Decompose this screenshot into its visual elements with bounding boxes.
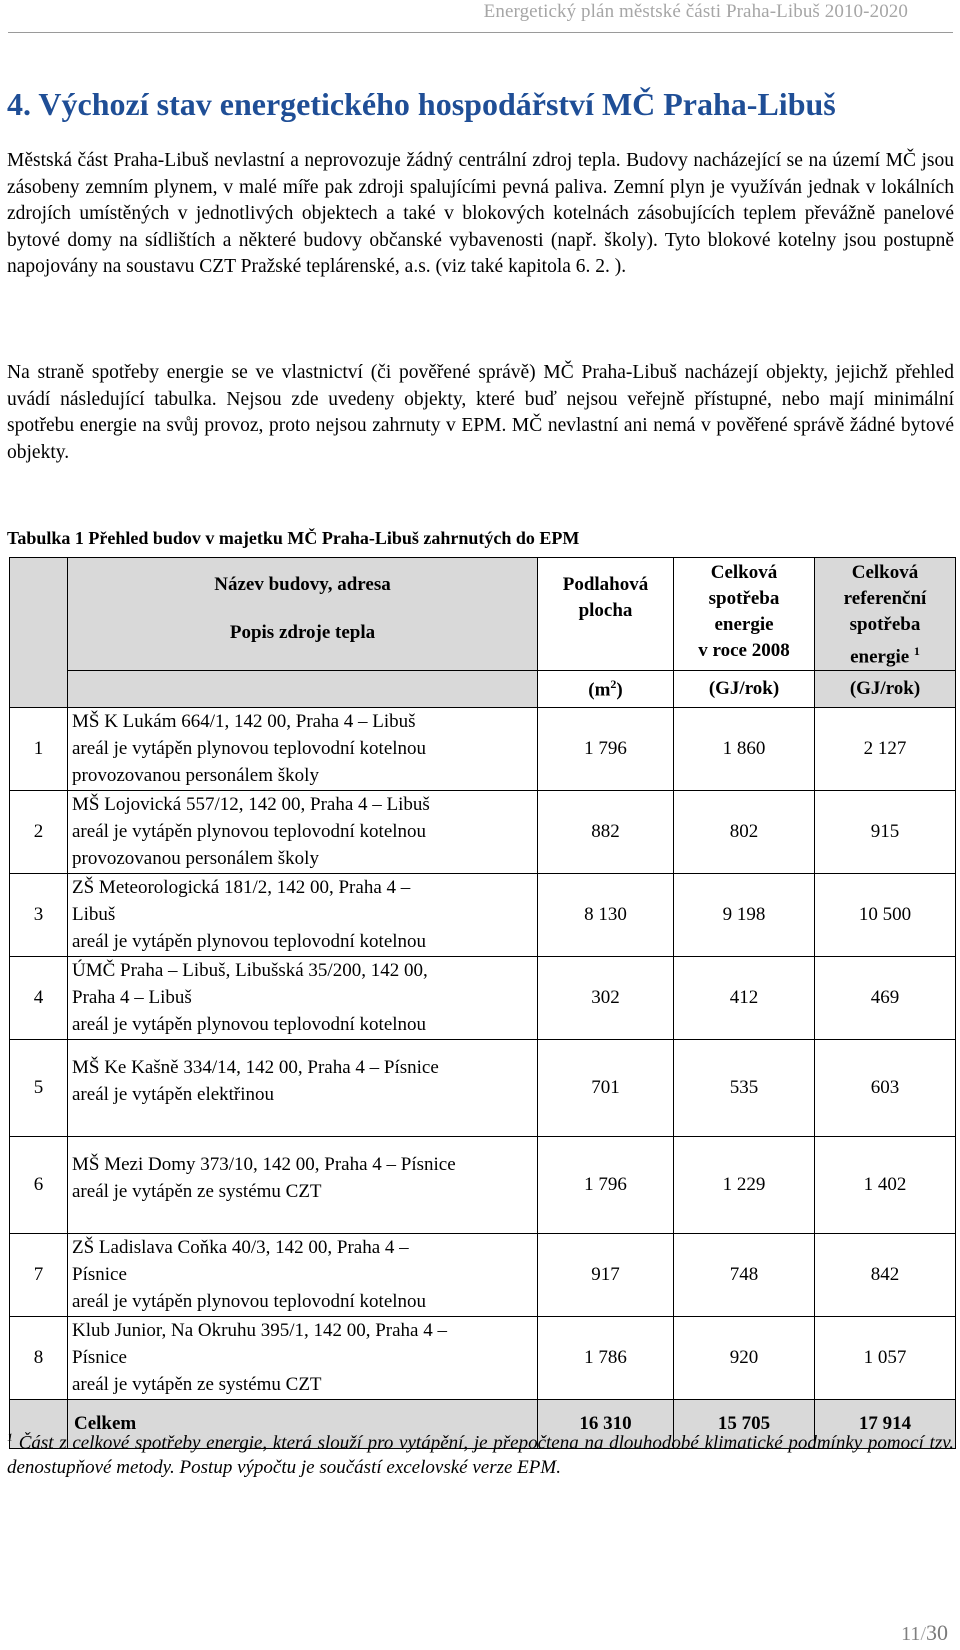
- table-row: [10, 1137, 956, 1234]
- units-area-text: (m: [588, 679, 611, 701]
- table-row: [10, 791, 956, 874]
- row-name-cell: [68, 1137, 538, 1234]
- row-name-cell: [68, 957, 538, 1040]
- row-area: 302: [538, 957, 674, 1040]
- row-consumption: 1 860: [674, 708, 815, 791]
- units-area-sup: 2: [610, 677, 617, 692]
- row-consumption: 748: [674, 1234, 815, 1317]
- row-building-name: ÚMČ Praha – Libuš, Libušská 35/200, 142 00,: [72, 960, 428, 982]
- footnote-marker: 1: [7, 1430, 13, 1444]
- table-row: [10, 1234, 956, 1317]
- total-area: 16 310: [538, 1400, 674, 1449]
- paragraph-1: Městská část Praha-Libuš nevlastní a neprovozuje žádný centrální zdroj tepla. Budovy nacházející se na území MČ jsou zásobeny zemním plynem, v malé míře pak zdroji spalujícími pevná paliva. Zemní plyn je využíván jednak v lokálních zdrojích umístěných v jednotlivých objektech a také v blokových kotelnách zásobujících teplem převážně panelové bytové domy na sídlištích a některé budovy občanské vybavenosti (např. školy). Tyto blokové kotelny jsou postupně napojovány na soustavu CZT Pražské teplárenské, a.s. (viz také kapitola 6. 2. ).: [7, 150, 954, 277]
- footnote: [7, 1425, 954, 1480]
- row-area: 8 130: [538, 874, 674, 957]
- row-area: 1 786: [538, 1317, 674, 1400]
- row-heat-source: areál je vytápěn plynovou teplovodní kotelnou: [72, 821, 427, 843]
- row-reference: 10 500: [815, 874, 956, 957]
- row-building-name: MŠ Lojovická 557/12, 142 00, Praha 4 – Libuš: [72, 794, 430, 816]
- row-number: 4: [10, 957, 68, 1040]
- row-building-name: Klub Junior, Na Okruhu 395/1, 142 00, Praha 4 –: [72, 1320, 447, 1342]
- units-name-cell: [68, 671, 538, 708]
- row-consumption: 802: [674, 791, 815, 874]
- header-area-cell: [538, 558, 674, 671]
- table-row: [10, 957, 956, 1040]
- row-number: 2: [10, 791, 68, 874]
- header-name-label: Název budovy, adresa: [214, 574, 391, 595]
- row-heat-source: areál je vytápěn plynovou teplovodní kotelnou: [72, 738, 427, 760]
- row-building-name: MŠ Ke Kašně 334/14, 142 00, Praha 4 – Písnice: [72, 1057, 439, 1079]
- header-consumption-cell: [674, 558, 815, 671]
- row-reference: 1 057: [815, 1317, 956, 1400]
- row-reference: 603: [815, 1040, 956, 1137]
- header-number-cell: [10, 558, 68, 708]
- header-reference-line: Celková: [851, 562, 919, 583]
- row-building-name: MŠ K Lukám 664/1, 142 00, Praha 4 – Libuš: [72, 711, 416, 733]
- table-row: [10, 708, 956, 791]
- page-number: [901, 1620, 948, 1646]
- footnote-text: Část z celkové spotřeby energie, která slouží pro vytápění, je přepočtena na dlouhodobé klimatické podmínky pomocí tzv. denostupňové metody. Postup výpočtu je součástí excelovské verze EPM.: [7, 1432, 954, 1479]
- row-number: 8: [10, 1317, 68, 1400]
- row-name-cell: [68, 1040, 538, 1137]
- header-reference-line: [815, 638, 955, 670]
- page-current: 11: [901, 1623, 921, 1645]
- page-separator: /: [920, 1623, 926, 1645]
- row-reference: 1 402: [815, 1137, 956, 1234]
- row-building-name: MŠ Mezi Domy 373/10, 142 00, Praha 4 – Písnice: [72, 1154, 456, 1176]
- row-number: 7: [10, 1234, 68, 1317]
- row-reference: 2 127: [815, 708, 956, 791]
- row-heat-source: Libuš: [72, 904, 116, 926]
- header-area-line: plocha: [578, 600, 633, 621]
- header-reference-line: spotřeba: [849, 614, 921, 635]
- total-consumption: 15 705: [674, 1400, 815, 1449]
- row-reference: 469: [815, 957, 956, 1040]
- row-heat-source-2: areál je vytápěn plynovou teplovodní kotelnou: [72, 931, 427, 953]
- header-reference-line: referenční: [843, 588, 927, 609]
- row-consumption: 920: [674, 1317, 815, 1400]
- table-units-row: [10, 671, 956, 708]
- row-area: 882: [538, 791, 674, 874]
- row-area: 701: [538, 1040, 674, 1137]
- row-reference: 915: [815, 791, 956, 874]
- row-area: 1 796: [538, 708, 674, 791]
- row-area: 917: [538, 1234, 674, 1317]
- row-heat-source-2: areál je vytápěn plynovou teplovodní kotelnou: [72, 1291, 427, 1313]
- row-reference: 842: [815, 1234, 956, 1317]
- header-area-line: Podlahová: [562, 574, 649, 595]
- row-number: 5: [10, 1040, 68, 1137]
- row-consumption: 1 229: [674, 1137, 815, 1234]
- row-name-cell: [68, 791, 538, 874]
- row-heat-source: Písnice: [72, 1264, 127, 1286]
- row-heat-source: Písnice: [72, 1347, 127, 1369]
- row-heat-source: areál je vytápěn elektřinou: [72, 1084, 275, 1106]
- row-number: 1: [10, 708, 68, 791]
- units-reference-cell: (GJ/rok): [815, 671, 956, 708]
- units-area-close: ): [616, 679, 623, 701]
- running-header: Energetický plán městské části Praha-Libuš 2010-2020: [483, 1, 908, 22]
- header-consumption-line: v roce 2008: [698, 640, 790, 661]
- row-heat-source: Praha 4 – Libuš: [72, 987, 192, 1009]
- table-row: [10, 874, 956, 957]
- row-name-cell: [68, 708, 538, 791]
- header-heat-source-label: Popis zdroje tepla: [229, 622, 376, 643]
- header-consumption-line: energie: [714, 614, 774, 635]
- header-reference-word: energie: [850, 646, 910, 668]
- header-rule: [8, 32, 953, 33]
- header-consumption-line: Celková: [710, 562, 778, 583]
- paragraph-2: Na straně spotřeby energie se ve vlastnictví (či pověřené správě) MČ Praha-Libuš nacházejí objekty, jejichž přehled uvádí následující tabulka. Nejsou zde uvedeny objekty, které buď nejsou veřejně přístupné, nebo mají minimální spotřebu energie na svůj provoz, proto nejsou zahrnuty v EPM. MČ nevlastní ani nemá v pověřené správě žádné bytové objekty.: [7, 362, 954, 463]
- row-consumption: 9 198: [674, 874, 815, 957]
- row-heat-source-2: areál je vytápěn plynovou teplovodní kotelnou: [72, 1014, 427, 1036]
- row-area: 1 796: [538, 1137, 674, 1234]
- row-number: 3: [10, 874, 68, 957]
- row-name-cell: [68, 1317, 538, 1400]
- table-header-row: [10, 558, 956, 671]
- row-building-name: ZŠ Ladislava Coňka 40/3, 142 00, Praha 4 –: [72, 1237, 409, 1259]
- total-reference: 17 914: [815, 1400, 956, 1449]
- page-total: 30: [926, 1620, 948, 1645]
- row-name-cell: [68, 1234, 538, 1317]
- header-consumption-line: spotřeba: [708, 588, 780, 609]
- footnote-ref-marker: 1: [913, 644, 920, 658]
- row-heat-source-2: provozovanou personálem školy: [72, 765, 319, 787]
- buildings-table: [9, 557, 956, 1449]
- row-building-name: ZŠ Meteorologická 181/2, 142 00, Praha 4 –: [72, 877, 411, 899]
- units-area-cell: [538, 671, 674, 708]
- row-heat-source: areál je vytápěn ze systému CZT: [72, 1181, 322, 1203]
- row-consumption: 412: [674, 957, 815, 1040]
- table-caption: Tabulka 1 Přehled budov v majetku MČ Praha-Libuš zahrnutých do EPM: [7, 528, 580, 548]
- chapter-title: 4. Výchozí stav energetického hospodářství MČ Praha-Libuš: [7, 86, 836, 122]
- row-heat-source-2: provozovanou personálem školy: [72, 848, 319, 870]
- row-consumption: 535: [674, 1040, 815, 1137]
- header-reference-cell: [815, 558, 956, 671]
- header-name-cell: [68, 558, 538, 671]
- row-name-cell: [68, 874, 538, 957]
- row-number: 6: [10, 1137, 68, 1234]
- table-row: [10, 1040, 956, 1137]
- table-row: [10, 1317, 956, 1400]
- units-consumption-cell: (GJ/rok): [674, 671, 815, 708]
- row-heat-source-2: areál je vytápěn ze systému CZT: [72, 1374, 322, 1396]
- total-label: Celkem: [68, 1400, 538, 1449]
